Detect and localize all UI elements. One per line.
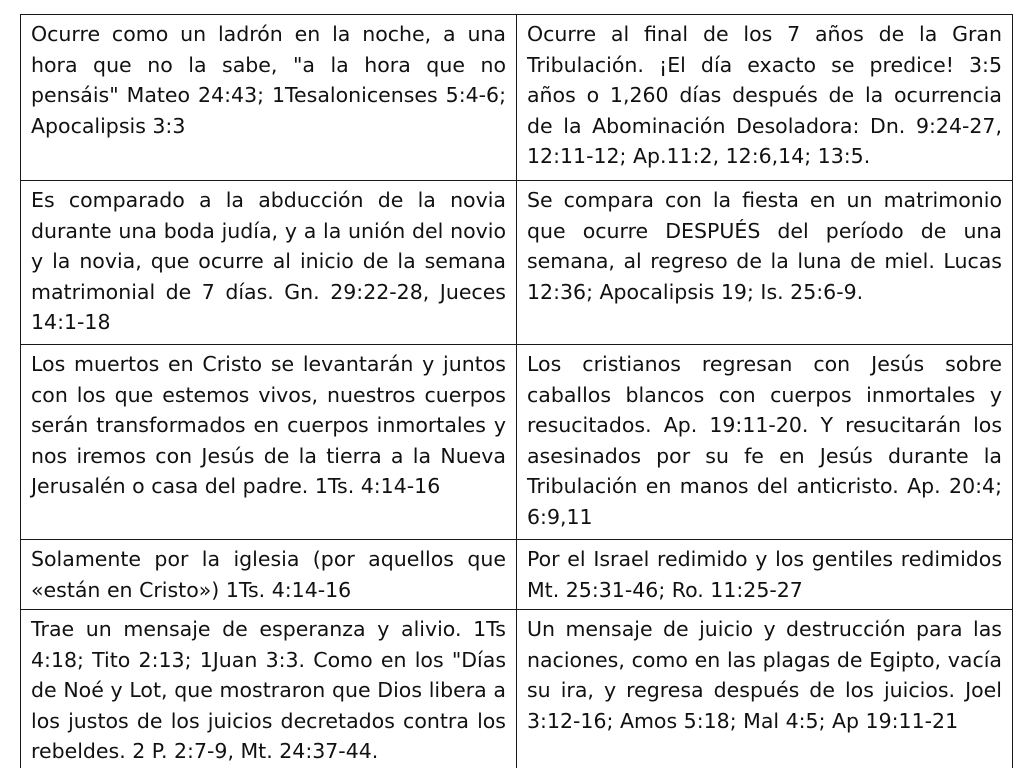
table-cell-right: Se compara con la fiesta en un matrimonio que ocurre DESPUÉS del período de una semana, al regreso de la luna de miel. Lucas 12:36; Apocalipsis 19; Is. 25:6-9.: [517, 181, 1013, 345]
table-row: [21, 610, 1013, 768]
table-cell-right: Los cristianos regresan con Jesús sobre caballos blancos con cuerpos inmortales y resucitados. Ap. 19:11-20. Y resucitarán los asesinados por su fe en Jesús durante la Tribulación en manos del anticristo. Ap. 20:4; 6:9,11: [517, 345, 1013, 540]
table-cell-right: Ocurre al final de los 7 años de la Gran Tribulación. ¡El día exacto se predice! 3:5 años o 1,260 días después de la ocurrencia de la Abominación Desoladora: Dn. 9:24-27, 12:11-12; Ap.11:2, 12:6,14; 13:5.: [517, 15, 1013, 181]
table-cell-left: Es comparado a la abducción de la novia durante una boda judía, y a la unión del novio y la novia, que ocurre al inicio de la semana matrimonial de 7 días. Gn. 29:22-28, Jueces 14:1-18: [21, 181, 517, 345]
table-cell-left: Solamente por la iglesia (por aquellos que «están en Cristo») 1Ts. 4:14-16: [21, 540, 517, 610]
table-cell-left: Trae un mensaje de esperanza y alivio. 1Ts 4:18; Tito 2:13; 1Juan 3:3. Como en los "Días de Noé y Lot, que mostraron que Dios libera a los justos de los juicios decretados contra los rebeldes. 2 P. 2:7-9, Mt. 24:37-44.: [21, 610, 517, 768]
table-cell-right: Por el Israel redimido y los gentiles redimidos Mt. 25:31-46; Ro. 11:25-27: [517, 540, 1013, 610]
table-row: [21, 15, 1013, 181]
table-cell-left: Ocurre como un ladrón en la noche, a una hora que no la sabe, "a la hora que no pensáis" Mateo 24:43; 1Tesalonicenses 5:4-6; Apocalipsis 3:3: [21, 15, 517, 181]
table-row: [21, 181, 1013, 345]
table-row: [21, 345, 1013, 540]
table-cell-left: Los muertos en Cristo se levantarán y juntos con los que estemos vivos, nuestros cuerpos serán transformados en cuerpos inmortales y nos iremos con Jesús de la tierra a la Nueva Jerusalén o casa del padre. 1Ts. 4:14-16: [21, 345, 517, 540]
table-row: [21, 540, 1013, 610]
table-cell-right: Un mensaje de juicio y destrucción para las naciones, como en las plagas de Egipto, vacía su ira, y regresa después de los juicios. Joel 3:12-16; Amos 5:18; Mal 4:5; Ap 19:11-21: [517, 610, 1013, 768]
comparison-table: [20, 14, 1013, 768]
